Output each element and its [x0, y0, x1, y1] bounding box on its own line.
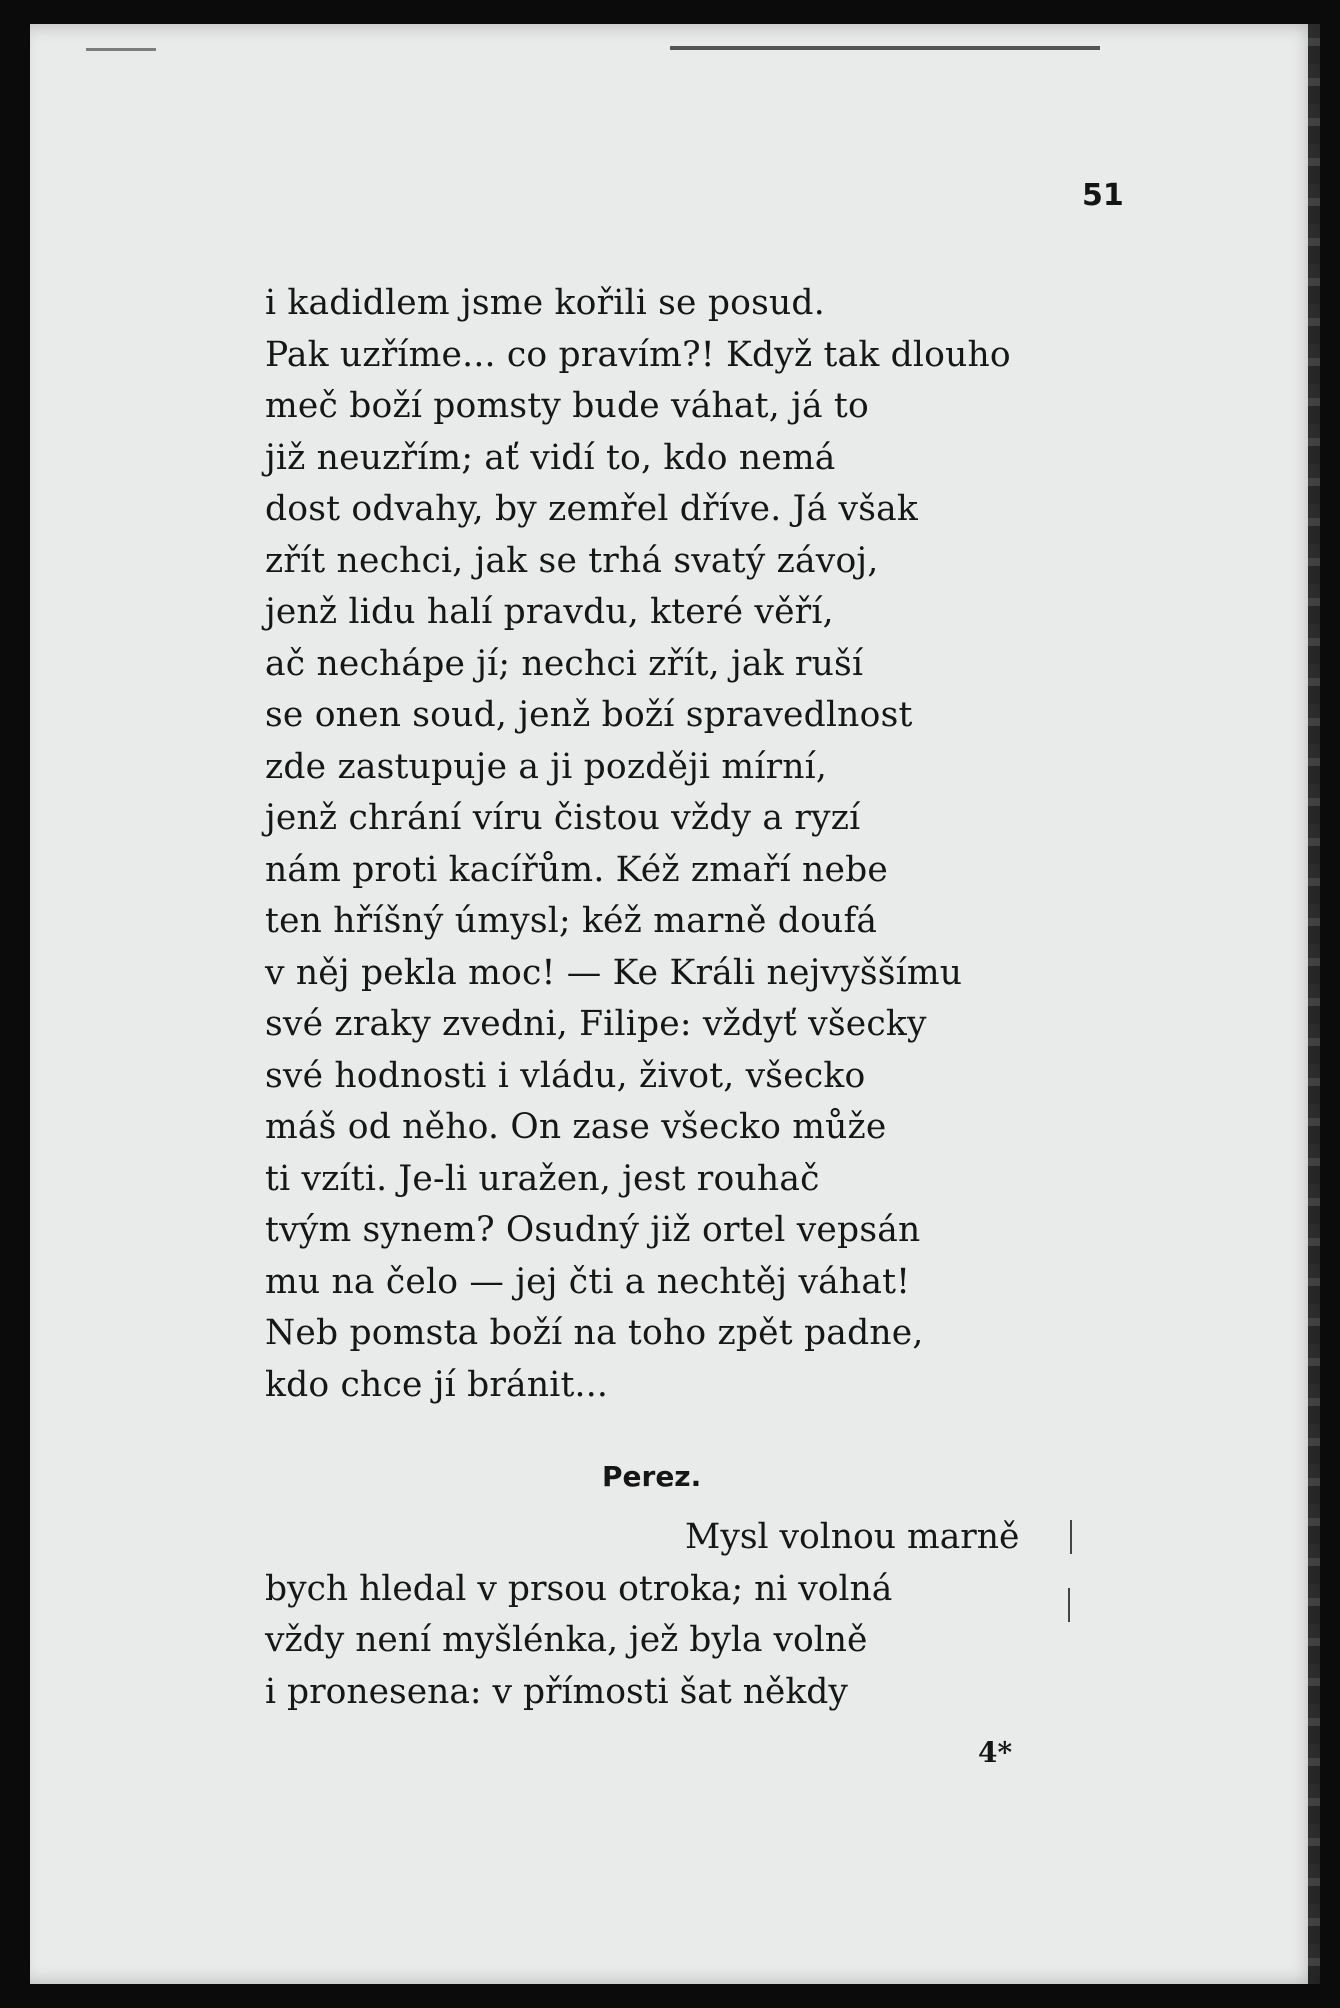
margin-mark [1068, 1588, 1070, 1622]
verse-line: máš od něho. On zase všecko může [265, 1107, 887, 1147]
verse-line: dost odvahy, by zemřel dříve. Já však [265, 489, 919, 529]
speech-line: bych hledal v prsou otroka; ni volná [265, 1568, 893, 1609]
verse-line: ten hříšný úmysl; kéž marně doufá [265, 901, 878, 941]
speaker-name: Perez. [602, 1460, 702, 1493]
verse-line: zřít nechci, jak se trhá svatý závoj, [265, 540, 879, 581]
verse-line: své zraky zvedni, Filipe: vždyť všecky [265, 1004, 927, 1044]
speech-line: Mysl volnou marně [685, 1517, 1020, 1557]
verse-line: Neb pomsta boží na toho zpět padne, [265, 1313, 924, 1353]
verse-line: své hodnosti i vládu, život, všecko [265, 1055, 866, 1096]
verse-line: kdo chce jí bránit... [265, 1364, 609, 1405]
verse-block [265, 278, 1165, 1411]
speech-block [265, 1512, 1165, 1718]
verse-line: Pak uzříme... co pravím?! Když tak dlouho [265, 334, 1011, 375]
verse-line: ti vzíti. Je-li uražen, jest rouhač [265, 1158, 820, 1199]
verse-line: mu na čelo — jej čti a nechtěj váhat! [265, 1261, 911, 1302]
verse-line: nám proti kacířům. Kéž zmaří nebe [265, 849, 888, 890]
page-edge-shadow [1308, 24, 1320, 1984]
verse-line: se onen soud, jenž boží spravedlnost [265, 695, 913, 735]
margin-mark [1070, 1520, 1072, 1554]
verse-line: jenž lidu halí pravdu, které věří, [265, 592, 834, 632]
verse-line: tvým synem? Osudný již ortel vepsán [265, 1210, 921, 1250]
scan-artifact-rule-left [86, 48, 156, 51]
verse-line: meč boží pomsty bude váhat, já to [265, 386, 869, 426]
verse-line: ač nechápe jí; nechci zřít, jak ruší [265, 643, 864, 684]
verse-line: jenž chrání víru čistou vždy a ryzí [265, 798, 861, 838]
verse-line: zde zastupuje a ji později mírní, [265, 746, 828, 787]
speech-line: i pronesena: v přímosti šat někdy [265, 1671, 848, 1712]
printer-signature: 4* [978, 1736, 1013, 1769]
speech-line: vždy není myšlénka, jež byla volně [265, 1620, 868, 1660]
verse-line: již neuzřím; ať vidí to, kdo nemá [265, 437, 836, 478]
scan-artifact-rule-top [670, 46, 1100, 50]
page-number: 51 [1082, 178, 1124, 213]
verse-line: i kadidlem jsme kořili se posud. [265, 283, 825, 323]
verse-line: v něj pekla moc! — Ke Králi nejvyššímu [265, 952, 963, 993]
